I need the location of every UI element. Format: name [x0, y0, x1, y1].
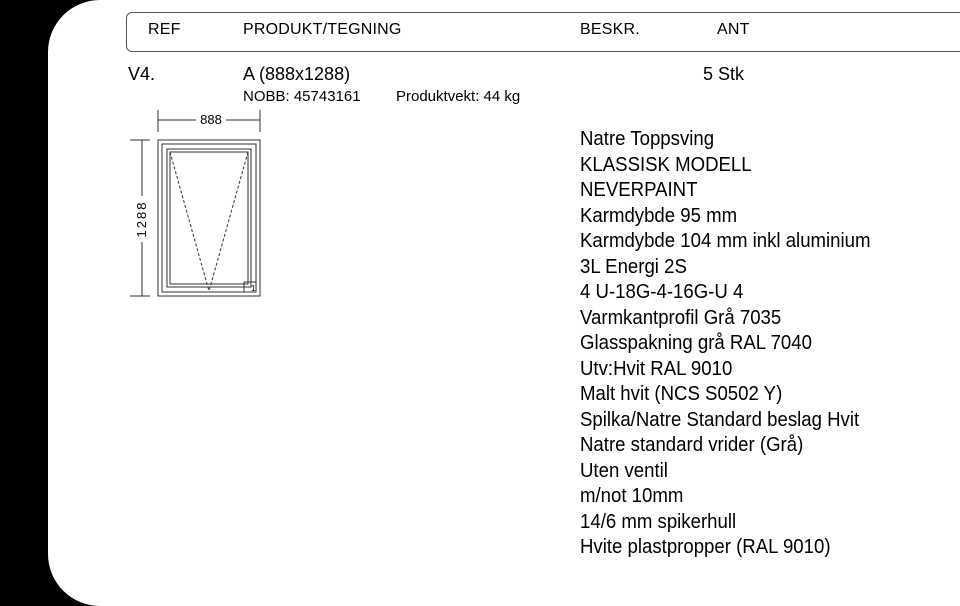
window-glass [170, 152, 248, 284]
description-line: Malt hvit (NCS S0502 Y) [580, 383, 783, 405]
width-label: 888 [200, 112, 222, 127]
description-line: KLASSISK MODELL [580, 153, 752, 176]
item-ref: V4. [128, 64, 156, 84]
document-page [48, 0, 960, 606]
header-ref: REF [148, 21, 181, 38]
description-line: Hvite plastpropper (RAL 9010) [580, 536, 831, 558]
description-line: m/not 10mm [580, 485, 684, 507]
description-line: Spilka/Natre Standard beslag Hvit [580, 408, 860, 431]
height-label: 1288 [134, 200, 149, 238]
header-description: BESKR. [580, 21, 640, 38]
description-line: 4 U-18G-4-16G-U 4 [580, 281, 744, 303]
item-nobb: NOBB: 45743161 [243, 88, 361, 105]
header-product: PRODUKT/TEGNING [243, 21, 402, 38]
description-line: Natre standard vrider (Grå) [580, 434, 804, 456]
description-list [580, 127, 870, 561]
description-line: 14/6 mm spikerhull [580, 510, 737, 533]
description-line: Karmdybde 95 mm [580, 204, 738, 227]
item-quantity: 5 Stk [703, 64, 745, 84]
window-sash [167, 149, 251, 287]
description-line: Varmkantprofil Grå 7035 [580, 306, 782, 329]
description-line: Glasspakning grå RAL 7040 [580, 332, 812, 354]
description-line: 3L Energi 2S [580, 255, 687, 278]
description-line: Utv:Hvit RAL 9010 [580, 357, 733, 380]
window-drawing [130, 110, 280, 302]
item-product: A (888x1288) [243, 64, 351, 84]
description-line: Natre Toppsving [580, 128, 715, 150]
window-frame-inner-line [162, 144, 256, 292]
opening-line-left [170, 152, 209, 291]
opening-line-right [209, 152, 248, 291]
header-quantity: ANT [717, 21, 750, 38]
description-line: NEVERPAINT [580, 179, 698, 201]
description-line: Karmdybde 104 mm inkl aluminium [580, 230, 871, 252]
item-weight: Produktvekt: 44 kg [396, 88, 521, 105]
description-line: Uten ventil [580, 459, 668, 482]
corner-mark: 1 [251, 284, 256, 293]
